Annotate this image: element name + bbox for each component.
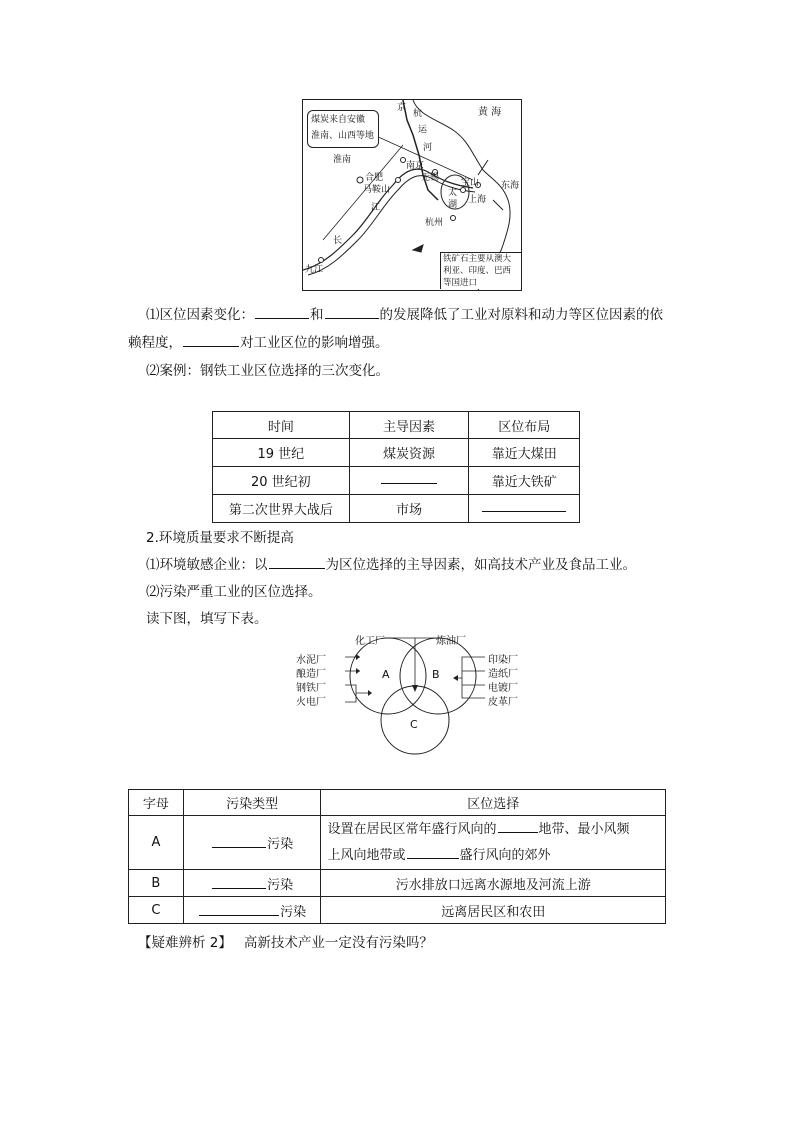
industry-location-map <box>302 99 522 291</box>
para5: 读下图，填写下表。 <box>146 611 268 627</box>
venn-label-plating: 电镀厂 <box>488 683 518 694</box>
blank-4[interactable] <box>381 482 437 484</box>
venn-letter-a: A <box>382 668 390 681</box>
map-label-donghai: 东海 <box>501 181 520 191</box>
pollution-row-b-letter: B <box>129 870 184 897</box>
steel-cell: 第二次世界大战后 <box>213 495 350 523</box>
coal-note-line1: 煤炭来自安徽 <box>311 115 366 125</box>
map-label-huainan: 淮南 <box>333 155 352 165</box>
steel-industry-table <box>212 411 580 523</box>
blank-10[interactable] <box>212 887 266 889</box>
steel-cell: 靠近大铁矿 <box>469 467 580 495</box>
coal-source-note <box>307 110 379 148</box>
para1-text-d: 赖程度， <box>128 335 182 351</box>
para1-text-a: ⑴区位因素变化： <box>146 307 254 323</box>
para3-text-b: 为区位选择的主导因素，如高技术产业及食品工业。 <box>325 557 636 573</box>
steel-cell: 靠近大煤田 <box>469 439 580 467</box>
map-label-he: 河 <box>423 143 433 153</box>
blank-2[interactable] <box>325 317 379 319</box>
blank-8[interactable] <box>498 831 538 833</box>
venn-letter-b: B <box>432 668 440 681</box>
steel-cell: 市场 <box>349 495 469 523</box>
map-label-tai: 太 <box>448 188 458 198</box>
map-label-jiang: 江 <box>371 203 381 213</box>
pollution-row-c-letter: C <box>129 897 184 924</box>
pollution-row-c-type <box>183 897 321 924</box>
para1-line2 <box>128 331 389 351</box>
steel-cell: 20 世纪初 <box>213 467 350 495</box>
blank-5[interactable] <box>482 510 566 512</box>
pollution-row-b-type <box>183 870 321 897</box>
section2-heading: 2.环境质量要求不断提高 <box>146 530 294 546</box>
question-tag: 【疑难辨析 2】 <box>138 935 232 951</box>
steel-header-factor: 主导因素 <box>349 412 469 439</box>
para4: ⑵污染严重工业的区位选择。 <box>146 584 322 600</box>
blank-11[interactable] <box>199 914 279 916</box>
map-label-hu: 湖 <box>448 200 458 210</box>
venn-label-paper: 造纸厂 <box>488 669 518 680</box>
map-label-hangzhou: 杭州 <box>425 218 444 228</box>
question-text: 高新技术产业一定没有污染吗？ <box>243 935 433 951</box>
blank-9[interactable] <box>407 857 459 859</box>
blank-3[interactable] <box>183 345 239 347</box>
para1-text-c: 的发展降低了工业对原料和动力等区位因素的依 <box>379 307 663 323</box>
venn-label-power: 火电厂 <box>296 697 326 708</box>
blank-7[interactable] <box>212 846 266 848</box>
pollution-row-c-suffix: 污染 <box>280 904 307 920</box>
para1-text-e: 对工业区位的影响增强。 <box>240 335 389 351</box>
row-a-loc-2b: 盛行风向的郊外 <box>459 847 551 863</box>
para3-text-a: ⑴环境敏感企业：以 <box>146 557 268 573</box>
map-label-chang: 长 <box>333 236 343 246</box>
pollution-row-a-type <box>183 816 321 870</box>
steel-cell: 19 世纪 <box>213 439 350 467</box>
map-label-baoshan: 宝山 <box>461 178 480 188</box>
venn-label-chemical: 化工厂 <box>355 636 385 647</box>
para1-line1 <box>146 303 663 323</box>
iron-note-line3: 等国进口 <box>443 278 478 288</box>
map-label-yun: 运 <box>418 125 428 135</box>
steel-header-layout: 区位布局 <box>469 412 580 439</box>
pollution-row-c-location: 远离居民区和农田 <box>321 897 666 924</box>
map-label-hefei: 合肥 <box>365 173 384 183</box>
pollution-header-letter: 字母 <box>129 790 184 816</box>
map-label-shanghai: 上海 <box>468 195 487 205</box>
map-label-wuxi: 无锡 <box>421 173 440 183</box>
steel-blank-cell[interactable] <box>349 467 469 495</box>
venn-label-leather: 皮革厂 <box>488 697 518 708</box>
para3 <box>146 553 636 573</box>
pollution-row-a-suffix: 污染 <box>267 837 294 852</box>
iron-note-line1: 铁矿石主要从澳大 <box>443 254 512 264</box>
steel-blank-cell[interactable] <box>469 495 580 523</box>
coal-note-line2: 淮南、山西等地 <box>311 131 375 141</box>
row-a-loc-1a: 设置在居民区常年盛行风向的 <box>327 821 497 837</box>
map-label-jiujiang: 九江 <box>305 265 324 275</box>
steel-cell: 煤炭资源 <box>349 439 469 467</box>
map-label-hang: 杭 <box>413 109 423 119</box>
row-a-loc-2a: 上风向地带或 <box>327 847 406 863</box>
row-a-loc-1b: 地带、最小风频 <box>538 821 630 837</box>
pollution-header-location: 区位选择 <box>321 790 666 816</box>
iron-source-note <box>440 252 521 289</box>
venn-label-dyeing: 印染厂 <box>488 655 518 666</box>
para2: ⑵案例：钢铁工业区位选择的三次变化。 <box>146 363 389 379</box>
venn-label-cement: 水泥厂 <box>296 655 326 666</box>
pollution-row-a-location <box>321 816 666 870</box>
map-label-huanghai: 黄 海 <box>478 107 502 118</box>
venn-label-refinery: 炼油厂 <box>436 636 466 647</box>
steel-header-time: 时间 <box>213 412 350 439</box>
pollution-table <box>128 789 666 924</box>
pollution-row-b-suffix: 污染 <box>267 877 294 893</box>
pollution-header-type: 污染类型 <box>183 790 321 816</box>
pollution-row-b-location: 污水排放口远离水源地及河流上游 <box>321 870 666 897</box>
venn-label-brewery: 酿造厂 <box>296 669 326 680</box>
venn-label-steel: 钢铁厂 <box>296 683 326 694</box>
pollution-row-a-letter: A <box>129 816 184 870</box>
question-line <box>138 931 433 951</box>
map-label-maanshan: 马鞍山 <box>363 185 391 195</box>
iron-note-line2: 利亚、印度、巴西 <box>443 266 512 276</box>
para1-text-b: 和 <box>310 307 324 323</box>
venn-letter-c: C <box>410 718 418 731</box>
pollution-venn-diagram <box>290 630 530 760</box>
blank-6[interactable] <box>269 567 325 569</box>
map-label-nanjing: 南京 <box>406 161 425 171</box>
blank-1[interactable] <box>255 317 309 319</box>
map-label-beijing: 京 <box>397 103 407 113</box>
